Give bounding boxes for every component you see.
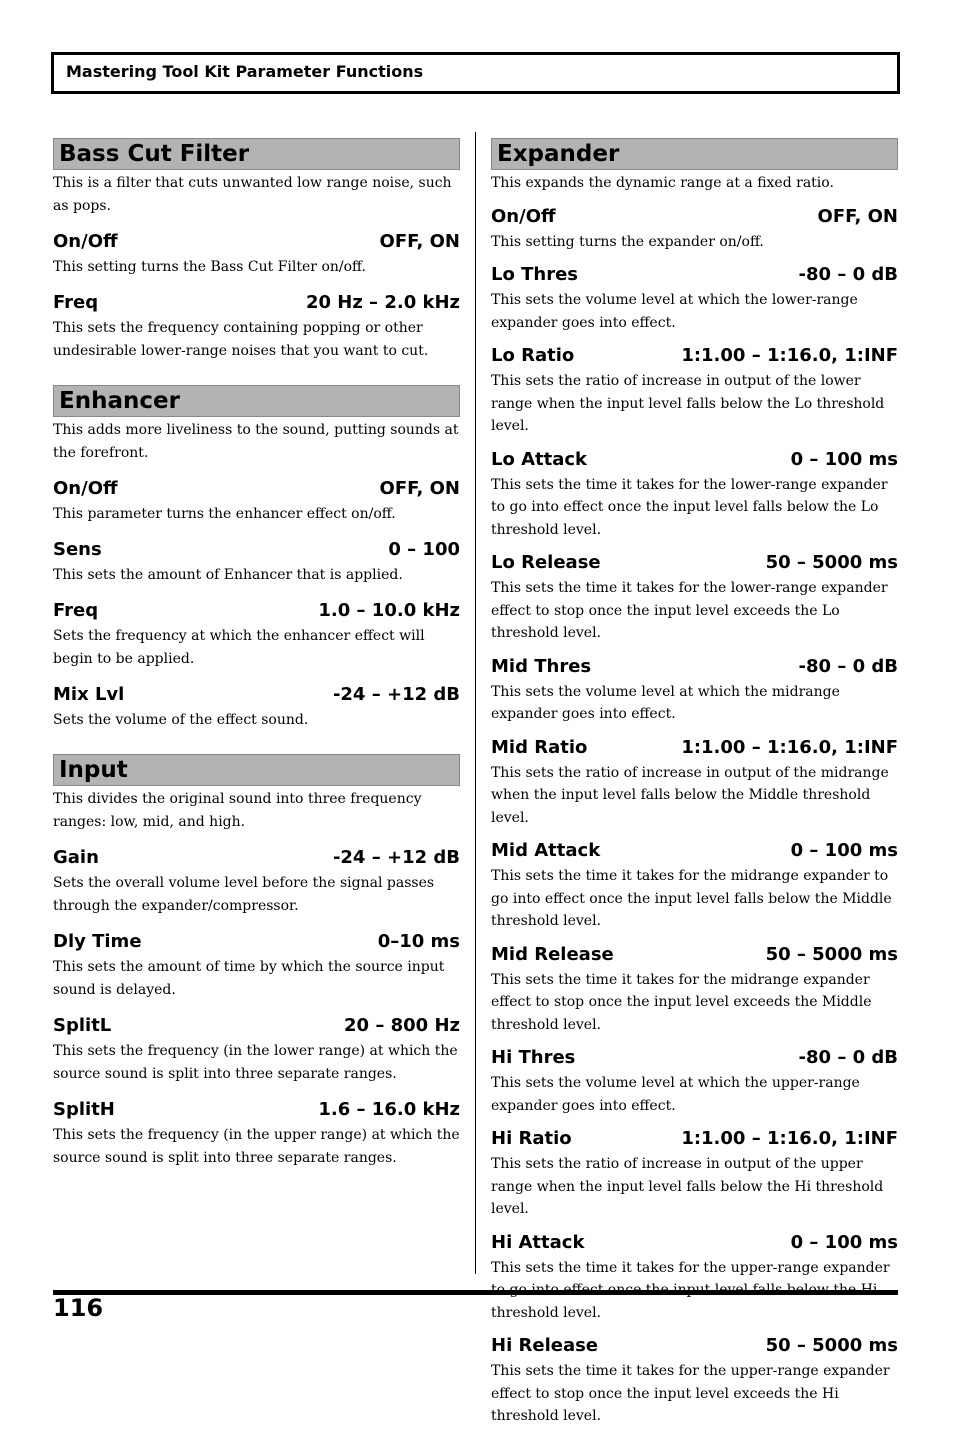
param-header <box>491 263 898 287</box>
param-range: 1.6 – 16.0 kHz <box>318 1099 460 1120</box>
param-name: Mix Lvl <box>53 684 125 705</box>
param-description: This sets the amount of time by which the source input sound is delayed. <box>53 959 445 998</box>
param-header <box>491 1127 898 1151</box>
param-header <box>53 1014 460 1038</box>
section-title: Enhancer <box>53 385 460 417</box>
param-name: SplitL <box>53 1015 112 1036</box>
param-range: 50 – 5000 ms <box>765 943 898 965</box>
param-name: Gain <box>53 847 99 868</box>
param-description: This sets the ratio of increase in output of the upper range when the input level falls below the Hi threshold level. <box>491 1156 884 1217</box>
param-range: -24 – +12 dB <box>332 847 460 868</box>
param-range: -80 – 0 dB <box>798 1047 898 1068</box>
page-header <box>51 52 900 94</box>
param-name: Lo Attack <box>491 448 588 470</box>
param-splitl <box>53 1014 460 1086</box>
section-title: Input <box>53 754 460 786</box>
param-description: This sets the frequency (in the upper range) at which the source sound is split into three separate ranges. <box>53 1127 460 1166</box>
param-header <box>491 655 898 679</box>
param-description: This sets the frequency (in the lower range) at which the source sound is split into three separate ranges. <box>53 1043 458 1082</box>
param-range: 50 – 5000 ms <box>765 552 898 573</box>
param-range: 1:1.00 – 1:16.0, 1:INF <box>681 736 898 758</box>
param-range: -80 – 0 dB <box>798 264 898 285</box>
param-range: 20 – 800 Hz <box>344 1015 460 1036</box>
param-description: This sets the volume level at which the upper-range expander goes into effect. <box>491 1075 860 1114</box>
param-description: This sets the time it takes for the lower-range expander to go into effect once the input level falls below the Lo threshold level. <box>491 476 888 538</box>
param-name: Dly Time <box>53 931 142 952</box>
param-lo-attack <box>491 448 898 542</box>
param-header <box>53 291 460 315</box>
param-hi-attack <box>491 1231 898 1325</box>
section-description: This expands the dynamic range at a fixed ratio. <box>491 175 834 191</box>
param-header <box>491 1046 898 1070</box>
param-name: Mid Release <box>491 943 614 965</box>
param-description: This parameter turns the enhancer effect on/off. <box>53 506 396 522</box>
param-header <box>53 1098 460 1122</box>
section-input <box>53 754 460 1170</box>
section-title: Bass Cut Filter <box>53 138 460 170</box>
footer-rule <box>53 1290 898 1295</box>
param-freq <box>53 291 460 363</box>
section-description: This divides the original sound into three frequency ranges: low, mid, and high. <box>53 791 422 830</box>
param-range: 1:1.00 – 1:16.0, 1:INF <box>681 345 898 366</box>
param-hi-ratio <box>491 1127 898 1221</box>
param-mid-thres <box>491 655 898 726</box>
param-description: This sets the amount of Enhancer that is applied. <box>53 567 403 583</box>
section-enhancer <box>53 385 460 732</box>
param-range: OFF, ON <box>379 478 460 499</box>
param-name: Hi Ratio <box>491 1128 572 1149</box>
param-dly-time <box>53 930 460 1002</box>
section-title: Expander <box>491 138 898 170</box>
param-name: Mid Thres <box>491 655 592 677</box>
param-range: 0 – 100 ms <box>790 1231 898 1253</box>
param-on-off <box>53 230 460 279</box>
param-sens <box>53 538 460 587</box>
param-range: 0 – 100 ms <box>790 840 898 861</box>
param-name: Hi Attack <box>491 1231 585 1253</box>
page-number: 116 <box>53 1294 104 1322</box>
param-name: SplitH <box>53 1099 115 1120</box>
param-name: On/Off <box>53 231 118 252</box>
param-range: 50 – 5000 ms <box>765 1335 898 1356</box>
param-description: Sets the overall volume level before the signal passes through the expander/compressor. <box>53 875 435 914</box>
param-gain <box>53 846 460 918</box>
right-column <box>491 138 898 1450</box>
param-name: Freq <box>53 292 99 313</box>
param-range: 0 – 100 ms <box>790 448 898 470</box>
param-description: Sets the frequency at which the enhancer effect will begin to be applied. <box>53 628 425 667</box>
param-header <box>491 943 898 967</box>
section-bass-cut-filter <box>53 138 460 363</box>
param-name: Hi Thres <box>491 1047 576 1068</box>
param-lo-ratio <box>491 344 898 438</box>
param-description: This setting turns the Bass Cut Filter on/off. <box>53 259 366 275</box>
param-name: On/Off <box>53 478 118 499</box>
param-header <box>491 1334 898 1358</box>
section-expander <box>491 138 898 1428</box>
param-range: -24 – +12 dB <box>332 684 460 705</box>
param-lo-thres <box>491 263 898 334</box>
param-header <box>53 846 460 870</box>
param-description: This sets the time it takes for the midrange expander effect to stop once the input level exceeds the Middle threshold level. <box>491 971 872 1033</box>
param-lo-release <box>491 551 898 645</box>
param-range: 0 – 100 <box>388 539 460 560</box>
param-range: 0–10 ms <box>377 931 460 952</box>
param-description: This sets the frequency containing popping or other undesirable lower-range noises that you want to cut. <box>53 320 429 359</box>
param-name: Lo Thres <box>491 264 578 285</box>
param-range: 1:1.00 – 1:16.0, 1:INF <box>681 1128 898 1149</box>
param-description: This sets the time it takes for the lower-range expander effect to stop once the input level exceeds the Lo threshold level. <box>491 580 888 641</box>
param-mid-ratio <box>491 736 898 830</box>
param-freq <box>53 599 460 671</box>
param-name: Lo Ratio <box>491 345 575 366</box>
param-range: OFF, ON <box>379 231 460 252</box>
param-header <box>491 205 898 229</box>
param-range: OFF, ON <box>817 205 898 227</box>
param-range: 20 Hz – 2.0 kHz <box>305 292 460 313</box>
param-description: This sets the ratio of increase in output of the lower range when the input level falls below the Lo threshold level. <box>491 373 885 434</box>
param-splith <box>53 1098 460 1170</box>
param-header <box>53 477 460 501</box>
param-description: This sets the time it takes for the upper-range expander threshold level. <box>491 1259 890 1321</box>
param-mid-attack <box>491 839 898 933</box>
param-on-off <box>53 477 460 526</box>
param-description: This sets the volume level at which the lower-range expander goes into effect. <box>491 292 858 331</box>
param-description: Sets the volume of the effect sound. <box>53 712 309 728</box>
section-description: This adds more liveliness to the sound, putting sounds at the forefront. <box>53 422 459 461</box>
param-header <box>491 1231 898 1255</box>
param-on-off <box>491 205 898 254</box>
param-mid-release <box>491 943 898 1037</box>
param-description: This sets the time it takes for the midrange expander to go into effect once the input level falls below the Middle threshold level. <box>491 868 892 929</box>
header-title: Mastering Tool Kit Parameter Functions <box>66 62 424 81</box>
param-header <box>53 683 460 707</box>
param-range: -80 – 0 dB <box>798 655 898 677</box>
param-header <box>53 599 460 623</box>
section-description: This is a filter that cuts unwanted low range noise, such as pops. <box>53 175 452 214</box>
param-name: Mid Ratio <box>491 736 588 758</box>
param-header <box>53 930 460 954</box>
param-name: Freq <box>53 600 99 621</box>
column-divider <box>475 132 476 1274</box>
param-range: 1.0 – 10.0 kHz <box>318 600 460 621</box>
param-name: Mid Attack <box>491 840 601 861</box>
param-name: Lo Release <box>491 552 601 573</box>
param-hi-release <box>491 1334 898 1428</box>
param-description: This setting turns the expander on/off. <box>491 233 764 250</box>
param-header <box>53 538 460 562</box>
param-hi-thres <box>491 1046 898 1117</box>
param-header <box>53 230 460 254</box>
param-name: Hi Release <box>491 1335 599 1356</box>
left-column <box>53 138 460 1192</box>
param-description: This sets the ratio of increase in output of the midrange when the input level falls below the Middle threshold level. <box>491 764 889 826</box>
param-name: On/Off <box>491 205 556 227</box>
param-header <box>491 839 898 863</box>
param-description: This sets the time it takes for the upper-range expander effect to stop once the input level exceeds the Hi threshold level. <box>491 1363 890 1424</box>
param-header <box>491 551 898 575</box>
param-header <box>491 448 898 472</box>
param-mix-lvl <box>53 683 460 732</box>
param-description: This sets the volume level at which the midrange expander goes into effect. <box>491 683 840 722</box>
param-header <box>491 736 898 760</box>
param-name: Sens <box>53 539 102 560</box>
param-header <box>491 344 898 368</box>
